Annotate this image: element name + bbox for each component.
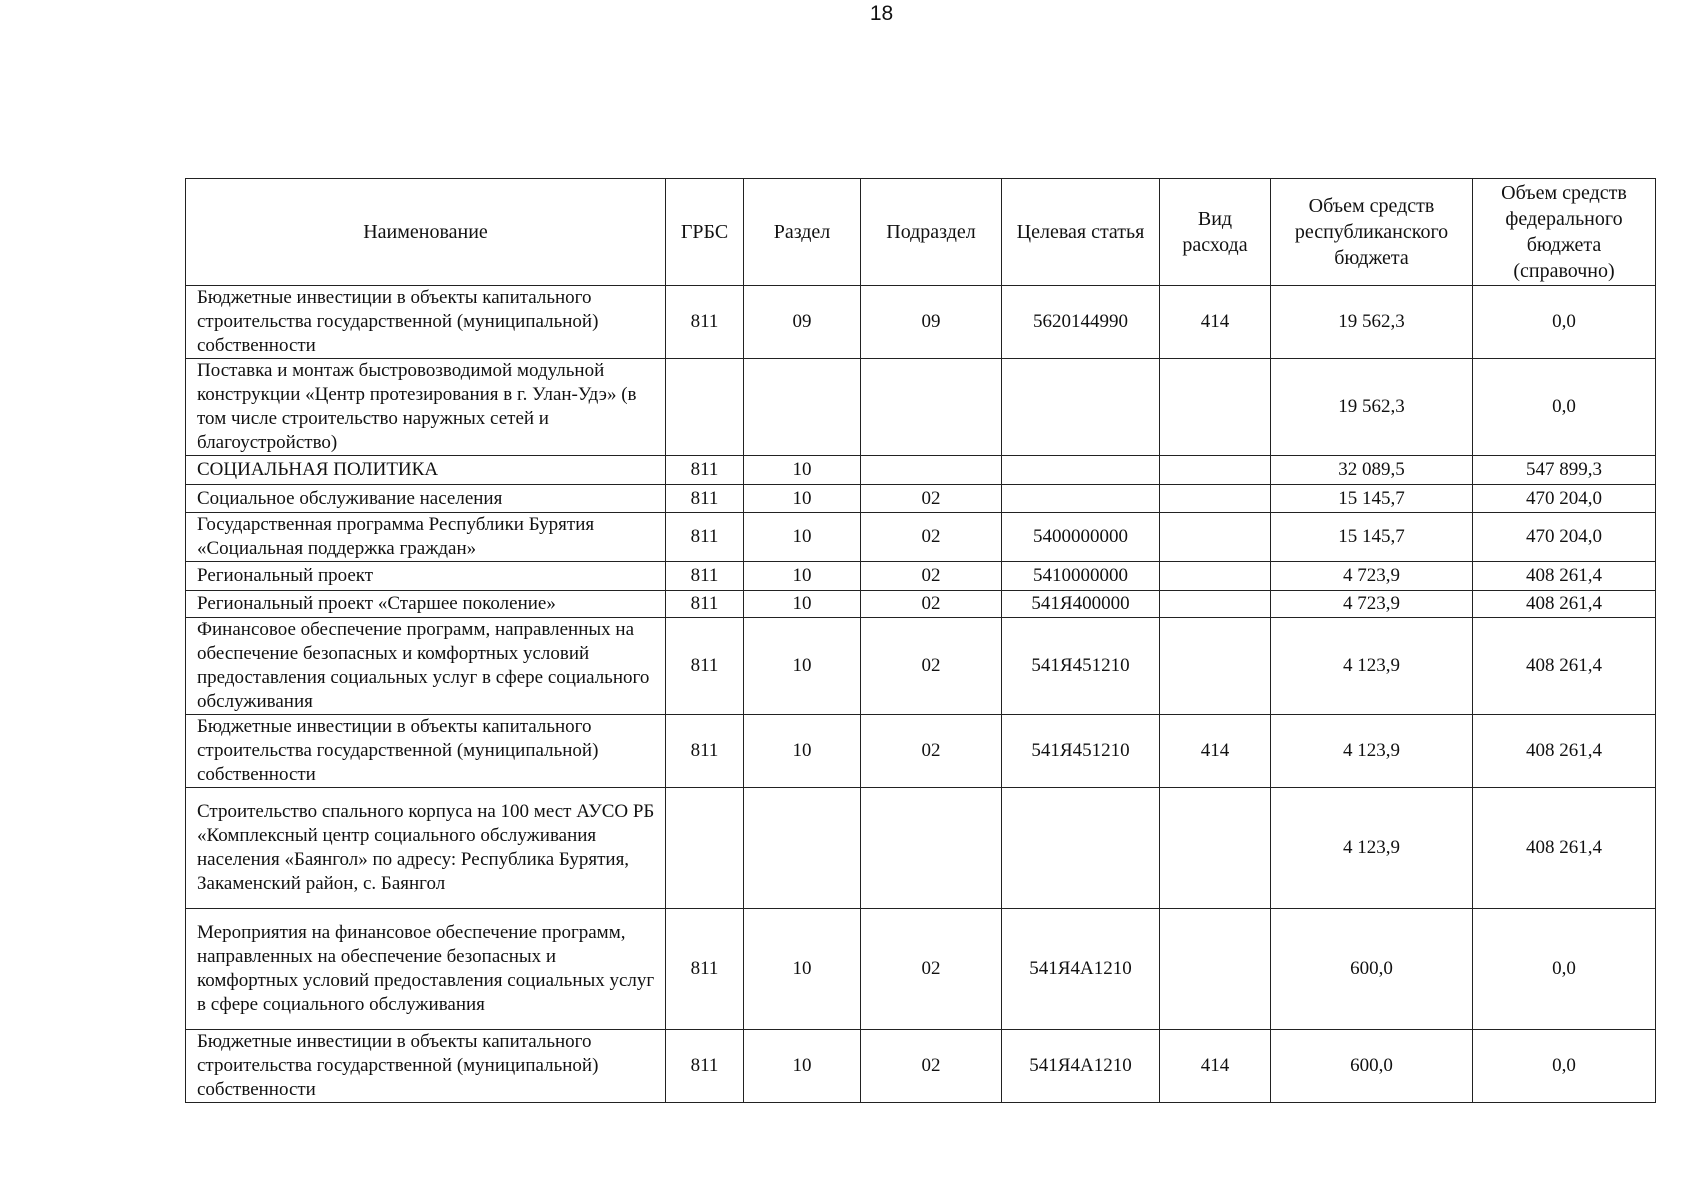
cell-federal: 547 899,3 [1473, 456, 1656, 485]
cell-subsection: 02 [861, 513, 1002, 562]
cell-grbs [666, 788, 744, 909]
cell-name: Региональный проект [186, 562, 666, 591]
cell-federal: 408 261,4 [1473, 715, 1656, 788]
cell-expense: 414 [1160, 1030, 1271, 1103]
cell-grbs: 811 [666, 591, 744, 618]
cell-republic: 19 562,3 [1271, 286, 1473, 359]
header-subsection: Подраздел [861, 179, 1002, 286]
table-row [186, 1030, 1656, 1103]
cell-name: Строительство спального корпуса на 100 мест АУСО РБ «Комплексный центр социального обслуживания населения «Баянгол» по адресу: Республика Бурятия, Закаменский район, с. Баянгол [186, 788, 666, 909]
cell-target [1002, 456, 1160, 485]
cell-target: 541Я4А1210 [1002, 909, 1160, 1030]
header-target-article: Целевая статья [1002, 179, 1160, 286]
cell-republic: 600,0 [1271, 1030, 1473, 1103]
cell-expense [1160, 359, 1271, 456]
cell-target: 5620144990 [1002, 286, 1160, 359]
cell-grbs: 811 [666, 485, 744, 513]
cell-subsection: 02 [861, 618, 1002, 715]
cell-federal: 0,0 [1473, 286, 1656, 359]
cell-republic: 4 123,9 [1271, 618, 1473, 715]
table-row [186, 456, 1656, 485]
page-number: 18 [869, 2, 894, 25]
cell-expense [1160, 485, 1271, 513]
cell-republic: 19 562,3 [1271, 359, 1473, 456]
header-section: Раздел [744, 179, 861, 286]
cell-subsection: 02 [861, 562, 1002, 591]
table-row [186, 286, 1656, 359]
cell-expense [1160, 562, 1271, 591]
table-row [186, 591, 1656, 618]
cell-section: 10 [744, 513, 861, 562]
cell-grbs: 811 [666, 562, 744, 591]
budget-table [185, 178, 1656, 1103]
cell-federal: 0,0 [1473, 909, 1656, 1030]
cell-expense [1160, 909, 1271, 1030]
cell-federal: 408 261,4 [1473, 618, 1656, 715]
cell-name: Мероприятия на финансовое обеспечение программ, направленных на обеспечение безопасных и комфортных условий предоставления социальных услуг в сфере социального обслуживания [186, 909, 666, 1030]
cell-federal: 408 261,4 [1473, 562, 1656, 591]
cell-section: 10 [744, 1030, 861, 1103]
cell-name: Бюджетные инвестиции в объекты капитального строительства государственной (муниципальной) собственности [186, 286, 666, 359]
cell-section: 10 [744, 456, 861, 485]
header-expense-type: Вид расхода [1160, 179, 1271, 286]
cell-name: Социальное обслуживание населения [186, 485, 666, 513]
cell-name: Поставка и монтаж быстровозводимой модульной конструкции «Центр протезирования в г. Улан-Удэ» (в том числе строительство наружных сетей и благоустройство) [186, 359, 666, 456]
cell-grbs: 811 [666, 1030, 744, 1103]
cell-name: Финансовое обеспечение программ, направленных на обеспечение безопасных и комфортных условий предоставления социальных услуг в сфере социального обслуживания [186, 618, 666, 715]
cell-name: Бюджетные инвестиции в объекты капитального строительства государственной (муниципальной) собственности [186, 715, 666, 788]
cell-republic: 15 145,7 [1271, 485, 1473, 513]
cell-section: 10 [744, 591, 861, 618]
header-federal-budget: Объем средств федерального бюджета (справочно) [1473, 179, 1656, 286]
cell-section [744, 788, 861, 909]
cell-grbs: 811 [666, 513, 744, 562]
cell-grbs: 811 [666, 715, 744, 788]
cell-federal: 0,0 [1473, 359, 1656, 456]
cell-expense [1160, 788, 1271, 909]
cell-republic: 4 723,9 [1271, 591, 1473, 618]
header-grbs: ГРБС [666, 179, 744, 286]
cell-expense [1160, 513, 1271, 562]
header-name: Наименование [186, 179, 666, 286]
table-row [186, 359, 1656, 456]
cell-subsection [861, 359, 1002, 456]
cell-grbs [666, 359, 744, 456]
cell-section: 10 [744, 562, 861, 591]
cell-expense: 414 [1160, 286, 1271, 359]
cell-republic: 32 089,5 [1271, 456, 1473, 485]
cell-name: Региональный проект «Старшее поколение» [186, 591, 666, 618]
cell-section: 10 [744, 909, 861, 1030]
cell-target [1002, 788, 1160, 909]
cell-subsection: 02 [861, 909, 1002, 1030]
cell-subsection: 02 [861, 591, 1002, 618]
cell-name: Государственная программа Республики Бурятия «Социальная поддержка граждан» [186, 513, 666, 562]
cell-expense: 414 [1160, 715, 1271, 788]
cell-grbs: 811 [666, 286, 744, 359]
cell-republic: 600,0 [1271, 909, 1473, 1030]
cell-section: 09 [744, 286, 861, 359]
table-row [186, 513, 1656, 562]
table-row [186, 485, 1656, 513]
cell-section [744, 359, 861, 456]
cell-republic: 15 145,7 [1271, 513, 1473, 562]
cell-section: 10 [744, 618, 861, 715]
cell-expense [1160, 456, 1271, 485]
cell-target: 5400000000 [1002, 513, 1160, 562]
table-header-row [186, 179, 1656, 286]
cell-federal: 470 204,0 [1473, 485, 1656, 513]
cell-name: СОЦИАЛЬНАЯ ПОЛИТИКА [186, 456, 666, 485]
cell-target [1002, 359, 1160, 456]
cell-target: 541Я4А1210 [1002, 1030, 1160, 1103]
cell-subsection: 02 [861, 1030, 1002, 1103]
cell-target: 541Я451210 [1002, 715, 1160, 788]
cell-grbs: 811 [666, 618, 744, 715]
cell-target: 541Я451210 [1002, 618, 1160, 715]
table-row [186, 618, 1656, 715]
cell-republic: 4 123,9 [1271, 715, 1473, 788]
cell-section: 10 [744, 485, 861, 513]
cell-subsection: 02 [861, 715, 1002, 788]
cell-grbs: 811 [666, 909, 744, 1030]
table-row [186, 562, 1656, 591]
cell-federal: 408 261,4 [1473, 591, 1656, 618]
cell-target: 5410000000 [1002, 562, 1160, 591]
table-row [186, 909, 1656, 1030]
cell-federal: 470 204,0 [1473, 513, 1656, 562]
cell-federal: 0,0 [1473, 1030, 1656, 1103]
table-row [186, 715, 1656, 788]
cell-subsection: 02 [861, 485, 1002, 513]
cell-expense [1160, 618, 1271, 715]
header-republic-budget: Объем средств республиканского бюджета [1271, 179, 1473, 286]
cell-expense [1160, 591, 1271, 618]
cell-name: Бюджетные инвестиции в объекты капитального строительства государственной (муниципальной) собственности [186, 1030, 666, 1103]
table-row [186, 788, 1656, 909]
cell-subsection [861, 456, 1002, 485]
cell-section: 10 [744, 715, 861, 788]
cell-republic: 4 723,9 [1271, 562, 1473, 591]
cell-subsection [861, 788, 1002, 909]
cell-grbs: 811 [666, 456, 744, 485]
cell-republic: 4 123,9 [1271, 788, 1473, 909]
cell-target [1002, 485, 1160, 513]
cell-federal: 408 261,4 [1473, 788, 1656, 909]
cell-target: 541Я400000 [1002, 591, 1160, 618]
cell-subsection: 09 [861, 286, 1002, 359]
